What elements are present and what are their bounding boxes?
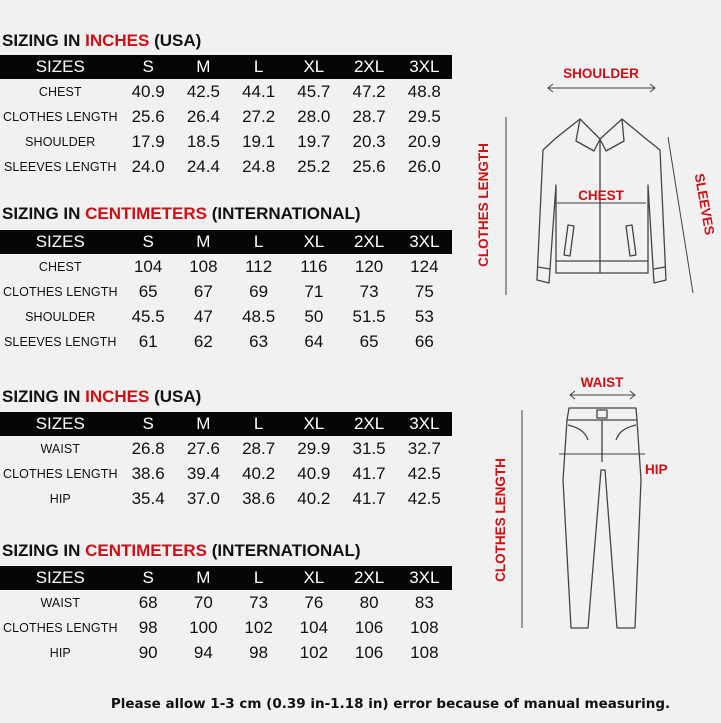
header-cell: 2XL [341, 55, 396, 79]
table-cell: 26.0 [407, 156, 441, 176]
table-row [0, 615, 452, 640]
header-cell: S [121, 230, 176, 254]
tops-inches-section [0, 31, 452, 179]
table-cell: 18.5 [186, 131, 220, 151]
header-cell: SIZES [0, 230, 121, 254]
table-cell: 102 [244, 617, 273, 637]
table-cell: 50 [304, 306, 324, 326]
table-row [0, 461, 452, 486]
table-cell: 83 [414, 592, 434, 612]
table-cell: 24.8 [242, 156, 276, 176]
table-cell: 62 [193, 331, 213, 351]
table-cell: 25.6 [352, 156, 386, 176]
header-cell: M [176, 566, 231, 590]
table-cell: 120 [354, 256, 384, 276]
chest-label: CHEST [578, 188, 624, 203]
table-header [0, 55, 452, 79]
table-cell: 38.6 [131, 463, 165, 483]
table-cell: 40.2 [242, 463, 276, 483]
table-cell: 29.9 [297, 438, 331, 458]
row-label: SHOULDER [25, 309, 96, 324]
table-cell: 76 [304, 592, 324, 612]
header-cell: 2XL [341, 230, 396, 254]
size-table [0, 566, 452, 665]
header-cell: SIZES [0, 412, 121, 436]
table-cell: 47 [193, 306, 213, 326]
table-header [0, 230, 452, 254]
table-cell: 48.8 [407, 81, 441, 101]
table-header [0, 566, 452, 590]
table-cell: 25.2 [297, 156, 331, 176]
table-cell: 29.5 [407, 106, 441, 126]
table-cell: 102 [299, 642, 329, 662]
row-label: CLOTHES LENGTH [2, 466, 118, 481]
table-cell: 45.5 [131, 306, 165, 326]
size-table [0, 412, 452, 511]
table-cell: 104 [133, 256, 163, 276]
table-cell: 70 [193, 592, 213, 612]
table-cell: 38.6 [242, 488, 276, 508]
table-row [0, 436, 452, 461]
table-cell: 20.3 [352, 131, 386, 151]
row-label: HIP [49, 491, 71, 506]
header-cell: 3XL [397, 230, 452, 254]
table-cell: 42.5 [407, 463, 441, 483]
table-cell: 68 [138, 592, 158, 612]
table-row [0, 329, 452, 354]
header-cell: L [231, 412, 286, 436]
table-cell: 44.1 [242, 81, 276, 101]
table-cell: 61 [138, 331, 158, 351]
table-cell: 71 [304, 281, 324, 301]
unit-highlight: CENTIMETERS [85, 541, 207, 560]
unit-highlight: CENTIMETERS [85, 204, 207, 223]
table-cell: 24.4 [186, 156, 220, 176]
table-row [0, 304, 452, 329]
sleeves-measure-line [668, 137, 693, 293]
jacket-diagram [460, 55, 721, 305]
table-cell: 124 [410, 256, 439, 276]
row-label: WAIST [40, 595, 81, 610]
table-cell: 24.0 [131, 156, 165, 176]
table-cell: 25.6 [131, 106, 165, 126]
row-label: CLOTHES LENGTH [2, 284, 118, 299]
table-cell: 27.6 [186, 438, 220, 458]
table-cell: 28.7 [242, 438, 276, 458]
table-cell: 64 [304, 331, 324, 351]
table-cell: 40.2 [297, 488, 331, 508]
table-row [0, 486, 452, 511]
pants-icon [563, 408, 641, 628]
footer-note: Please allow 1-3 cm (0.39 in-1.18 in) error because of manual measuring. [110, 696, 671, 712]
section-title: SIZING IN CENTIMETERS (INTERNATIONAL) [2, 541, 361, 560]
table-cell: 20.9 [407, 131, 441, 151]
header-cell: SIZES [0, 566, 121, 590]
table-cell: 41.7 [352, 488, 386, 508]
table-cell: 31.5 [352, 438, 386, 458]
table-cell: 27.2 [242, 106, 276, 126]
header-cell: M [176, 412, 231, 436]
table-cell: 90 [138, 642, 158, 662]
row-label: CHEST [38, 84, 82, 99]
table-cell: 28.0 [297, 106, 331, 126]
table-cell: 69 [249, 281, 269, 301]
table-row [0, 279, 452, 304]
pants-cm-section [0, 541, 452, 665]
table-row [0, 640, 452, 665]
table-cell: 108 [410, 617, 439, 637]
table-cell: 47.2 [352, 81, 386, 101]
table-cell: 66 [414, 331, 434, 351]
header-cell: 3XL [397, 566, 452, 590]
header-cell: XL [286, 55, 341, 79]
table-cell: 65 [359, 331, 379, 351]
table-cell: 53 [414, 306, 434, 326]
table-cell: 19.1 [242, 131, 276, 151]
table-row [0, 154, 452, 179]
table-cell: 106 [354, 642, 384, 662]
table-cell: 106 [354, 617, 384, 637]
row-label: SLEEVES LENGTH [3, 159, 117, 174]
table-cell: 39.4 [186, 463, 220, 483]
table-cell: 108 [189, 256, 218, 276]
table-cell: 98 [249, 642, 269, 662]
section-title: SIZING IN INCHES (USA) [2, 387, 202, 406]
table-cell: 26.4 [186, 106, 220, 126]
table-cell: 94 [193, 642, 213, 662]
header-cell: L [231, 566, 286, 590]
table-cell: 104 [299, 617, 329, 637]
header-cell: 2XL [341, 566, 396, 590]
table-row [0, 129, 452, 154]
header-cell: XL [286, 412, 341, 436]
header-cell: S [121, 412, 176, 436]
header-cell: M [176, 55, 231, 79]
table-cell: 73 [249, 592, 269, 612]
table-cell: 28.7 [352, 106, 386, 126]
header-cell: S [121, 55, 176, 79]
table-cell: 112 [245, 256, 273, 276]
pants-diagram [485, 370, 695, 640]
clothes-length-label: CLOTHES LENGTH [493, 458, 508, 582]
table-cell: 80 [359, 592, 379, 612]
row-label: HIP [49, 645, 71, 660]
table-cell: 45.7 [297, 81, 331, 101]
header-cell: L [231, 230, 286, 254]
section-title: SIZING IN INCHES (USA) [2, 31, 202, 50]
table-cell: 40.9 [297, 463, 331, 483]
header-cell: L [231, 55, 286, 79]
header-cell: SIZES [0, 55, 121, 79]
row-label: CHEST [38, 259, 82, 274]
unit-highlight: INCHES [85, 387, 150, 406]
header-cell: XL [286, 566, 341, 590]
shoulder-label: SHOULDER [563, 66, 639, 81]
table-cell: 65 [138, 281, 158, 301]
header-cell: 3XL [397, 55, 452, 79]
header-cell: S [121, 566, 176, 590]
table-cell: 42.5 [186, 81, 220, 101]
table-row [0, 104, 452, 129]
sleeves-label: SLEEVES [691, 172, 718, 237]
table-cell: 32.7 [407, 438, 441, 458]
row-label: SLEEVES LENGTH [3, 334, 117, 349]
table-cell: 67 [193, 281, 213, 301]
table-cell: 17.9 [131, 131, 165, 151]
row-label: CLOTHES LENGTH [2, 109, 118, 124]
hip-label: HIP [645, 462, 668, 477]
table-cell: 35.4 [131, 488, 165, 508]
table-cell: 75 [414, 281, 434, 301]
table-cell: 73 [359, 281, 379, 301]
header-cell: M [176, 230, 231, 254]
row-label: SHOULDER [25, 134, 96, 149]
table-cell: 26.8 [131, 438, 165, 458]
pants-inches-section [0, 387, 452, 511]
waist-label: WAIST [580, 375, 624, 390]
table-cell: 48.5 [242, 306, 276, 326]
tops-cm-section [0, 204, 452, 354]
header-cell: 3XL [397, 412, 452, 436]
header-cell: XL [286, 230, 341, 254]
table-cell: 41.7 [352, 463, 386, 483]
row-label: CLOTHES LENGTH [2, 620, 118, 635]
size-table [0, 230, 452, 354]
table-cell: 98 [138, 617, 158, 637]
row-label: WAIST [40, 441, 81, 456]
table-cell: 42.5 [407, 488, 441, 508]
table-row [0, 590, 452, 615]
table-row [0, 79, 452, 104]
table-cell: 51.5 [352, 306, 386, 326]
table-cell: 108 [410, 642, 439, 662]
table-cell: 100 [189, 617, 218, 637]
table-cell: 19.7 [297, 131, 331, 151]
unit-highlight: INCHES [85, 31, 150, 50]
header-cell: 2XL [341, 412, 396, 436]
table-cell: 37.0 [186, 488, 220, 508]
section-title: SIZING IN CENTIMETERS (INTERNATIONAL) [2, 204, 361, 223]
size-table [0, 55, 452, 179]
table-header [0, 412, 452, 436]
table-cell: 63 [249, 331, 269, 351]
clothes-length-label: CLOTHES LENGTH [476, 143, 491, 267]
table-cell: 116 [300, 256, 328, 276]
table-cell: 40.9 [131, 81, 165, 101]
table-row [0, 254, 452, 279]
